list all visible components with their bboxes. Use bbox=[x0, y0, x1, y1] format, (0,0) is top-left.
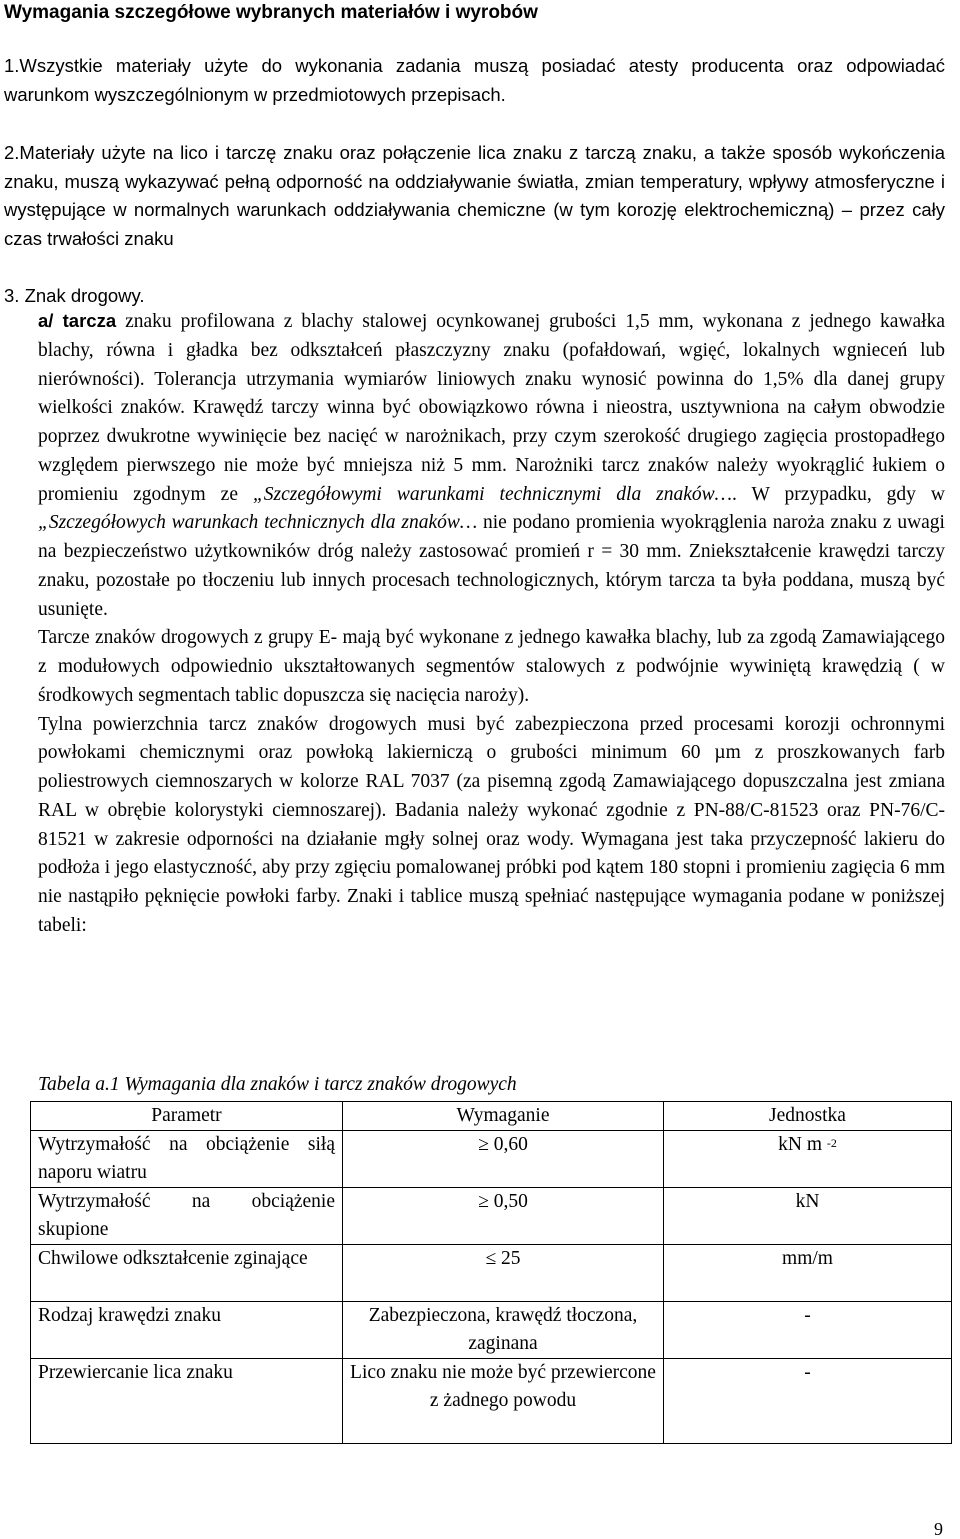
param-cell: Wytrzymałość na obciążenie siłą naporu wiatru bbox=[31, 1131, 343, 1188]
paragraph-a-reference-1: „Szczegółowymi warunkami technicznymi dla znaków… bbox=[252, 483, 733, 505]
point-3-title: 3. Znak drogowy. bbox=[4, 285, 145, 306]
param-cell: Przewiercanie lica znaku bbox=[31, 1359, 343, 1444]
requirement-cell: ≥ 0,60 bbox=[343, 1131, 664, 1188]
table-header-cell: Wymaganie bbox=[343, 1102, 664, 1131]
unit-cell bbox=[664, 1131, 952, 1188]
table-row bbox=[31, 1131, 952, 1188]
page-number: 9 bbox=[934, 1519, 943, 1539]
requirement-cell: Zabezpieczona, krawędź tłoczona, zaginana bbox=[343, 1302, 664, 1359]
unit-cell: - bbox=[664, 1359, 952, 1444]
table-header-row bbox=[31, 1102, 952, 1131]
param-cell: Rodzaj krawędzi znaku bbox=[31, 1302, 343, 1359]
unit-cell: - bbox=[664, 1302, 952, 1359]
requirement-cell: ≤ 25 bbox=[343, 1245, 664, 1302]
paragraph-a bbox=[38, 307, 945, 624]
table-row bbox=[31, 1245, 952, 1302]
page-heading: Wymagania szczegółowe wybranych materiałów i wyrobów bbox=[4, 2, 538, 23]
param-cell: Wytrzymałość na obciążenie skupione bbox=[31, 1188, 343, 1245]
table-caption: Tabela a.1 Wymagania dla znaków i tarcz znaków drogowych bbox=[38, 1074, 517, 1095]
table-row bbox=[31, 1359, 952, 1444]
point-2-paragraph: 2.Materiały użyte na lico i tarczę znaku oraz połączenie lica znaku z tarczą znaku, a także sposób wykończenia znaku, muszą wykazywać pełną odporność na oddziaływanie światła, zmian temperatury, wpływy atmosferyczne i występujące w normalnych warunkach oddziaływania chemiczne (w tym korozję elektrochemiczną) – przez cały czas trwałości znaku bbox=[4, 142, 945, 249]
paragraph-c: Tylna powierzchnia tarcz znaków drogowych musi być zabezpieczona przed procesami korozji ochronnymi powłokami chemicznymi oraz powłoką lakierniczą o grubości minimum 60 µm z proszkowanych farb poliestrowych ciemnoszarych w kolorze RAL 7037 (za pisemną zgodą Zamawiającego dopuszczalna jest zmiana RAL w obrębie kolorystyki ciemnoszarej). Badania należy wykonać zgodnie z PN-88/C-81523 oraz PN-76/C-81521 w zakresie odporności na działanie mgły solnej oraz wody. Wymagana jest taka przyczepność lakieru do podłoża i jego elastyczność, aby przy zgięciu pomalowanej próbki pod kątem 180 stopni i promieniu zagięcia 6 mm nie nastąpiło pęknięcie powłoki farby. Znaki i tablice muszą spełniać następujące wymagania podane w poniższej tabeli: bbox=[38, 713, 945, 936]
unit-cell: mm/m bbox=[664, 1245, 952, 1302]
paragraph-b: Tarcze znaków drogowych z grupy E- mają być wykonane z jednego kawałka blachy, lub za zgodą Zamawiającego z modułowych odpowiednio ukształtowanych segmentów stalowych z podwójnie wywiniętą krawędzią ( w środkowych segmentach tablic dopuszcza się nacięcia naroży). bbox=[38, 627, 945, 706]
param-cell: Chwilowe odkształcenie zginające bbox=[31, 1245, 343, 1302]
point-1-paragraph: 1.Wszystkie materiały użyte do wykonania zadania muszą posiadać atesty producenta oraz odpowiadać warunkom wyszczególnionym w przedmiotowych przepisach. bbox=[4, 55, 945, 105]
paragraph-a-reference-2: „Szczegółowych warunkach technicznych dla znaków… bbox=[38, 512, 484, 534]
requirement-cell: ≥ 0,50 bbox=[343, 1188, 664, 1245]
unit-text: kN m bbox=[778, 1134, 822, 1155]
requirements-table bbox=[30, 1101, 952, 1444]
table-header-cell: Jednostka bbox=[664, 1102, 952, 1131]
unit-exponent: -2 bbox=[826, 1136, 837, 1150]
unit-cell: kN bbox=[664, 1188, 952, 1245]
paragraph-a-text-3: nie podano promienia wyokrąglenia naroża znaku z uwagi na bezpieczeństwo użytkowników dróg należy zastosować promień r = 30 mm. Zniekształcenie krawędzi tarczy znaku, pozostałe po tłoczeniu lub innych procesach technologicznych, którym tarcza ta była poddana, muszą być usunięte. bbox=[38, 512, 945, 620]
table-header-cell: Parametr bbox=[31, 1102, 343, 1131]
paragraph-a-text-2: . W przypadku, gdy w bbox=[732, 483, 945, 505]
table-row bbox=[31, 1302, 952, 1359]
table-row bbox=[31, 1188, 952, 1245]
sign-requirements-body bbox=[38, 307, 945, 941]
paragraph-a-text-1: znaku profilowana z blachy stalowej ocynkowanej grubości 1,5 mm, wykonana z jednego kawałka blachy, równa i gładka bez odkształceń płaszczyzny znaku (pofałdowań, wgięć, lokalnych wgnieceń lub nierówności). Tolerancja utrzymania wymiarów liniowych znaku wynosić powinna do 1,5% dla danej grupy wielkości znaków. Krawędź tarczy winna być obowiązkowo równa i nieostra, usztywniona na całym obwodzie poprzez dwukrotne wywinięcie bez nacięć w narożnikach, przy czym szerokość drugiego zagięcia prostopadłego względem pierwszego nie może być mniejsza niż 5 mm. Narożniki tarcz znaków należy wyokrąglić łukiem o promieniu zgodnym ze bbox=[38, 311, 946, 505]
requirement-cell: Lico znaku nie może być przewiercone z żadnego powodu bbox=[343, 1359, 664, 1444]
paragraph-a-label: a/ tarcza bbox=[38, 310, 117, 331]
